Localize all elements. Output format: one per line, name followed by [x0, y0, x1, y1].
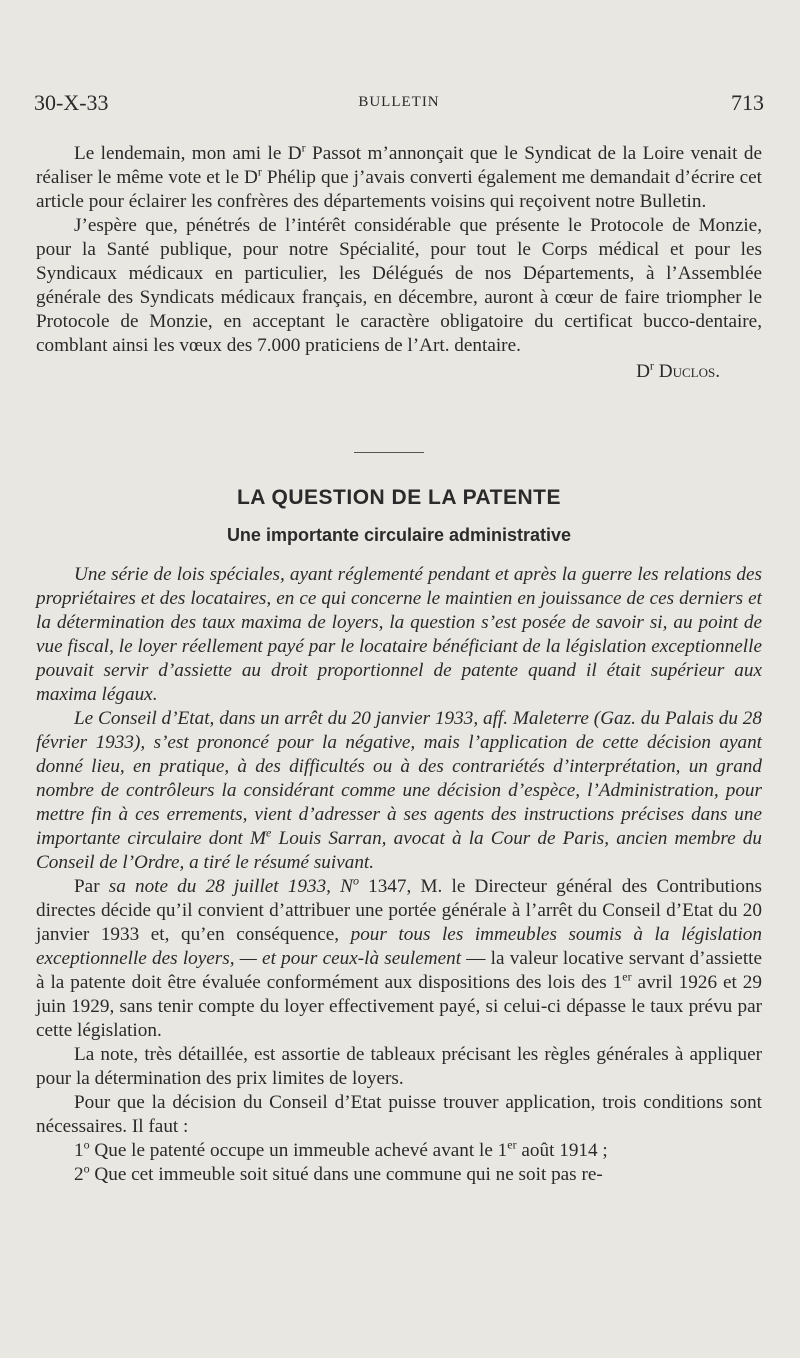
condition-item: 1$^o$ Que le patenté occupe un immeuble achevé avant le 1er août 1914 ; — [74, 1137, 608, 1161]
page-header — [34, 90, 764, 120]
signature: $D^r$ Duclos. — [636, 358, 720, 382]
intro-paragraph: Une série de lois spéciales, ayant réglementé pendant et après la guerre les relations des propriétaires et des locataires, en ce qui concerne le maintien en jouissance de ces derniers et la détermination des taux maxima de loyers, la question s’est posée de savoir si, au point de vue fiscal, le loyer réellement payé par le locataire bénéficiant de la législation exceptionnelle pouvait servir d’assiette au droit proportionnel de patente quand il était supérieur aux maxima légaux. — [36, 564, 762, 705]
condition-item: 2$^o$ Que cet immeuble soit situé dans une commune qui ne soit pas re- — [74, 1161, 603, 1185]
page-number: 713 — [731, 90, 764, 115]
paragraph: La note, très détaillée, est assortie de tableaux précisant les règles générales à appliquer pour la détermination des prix limites de loyers. — [36, 1044, 762, 1089]
article-subtitle: Une importante circulaire administrative — [226, 525, 572, 545]
paragraph: Par sa note du 28 juillet 1933, $N^o$ 1347, M. le Directeur général des Contributions directes décide qu’il convient d’attribuer une portée générale à l’arrêt du Conseil d’Etat du 20 janvier 1933 et, qu’en conséquence, pour tous les immeubles soumis à la législation exceptionnelle des loyers, — et pour ceux-là seulement — la valeur locative servant d’assiette à la patente doit être évaluée conformément aux dispositions des lois des 1er avril 1926 et 29 juin 1929, sans tenir compte du loyer effectivement payé, si celui-ci dépasse le taux prévu par cette législation. — [36, 873, 763, 1041]
section-divider — [354, 452, 424, 453]
running-head: BULLETIN — [358, 94, 440, 110]
top-article-body — [36, 142, 762, 384]
paragraph: Le lendemain, mon ami le $D^r$ Passot m’annonçait que le Syndicat de la Loire venait de réaliser le même vote et le $D^r$ Phélip que j’avais converti également me demandait d’écrire cet article pour éclairer les confrères des départements voisins qui reçoivent notre Bulletin. — [36, 140, 762, 212]
paragraph: Pour que la décision du Conseil d’Etat puisse trouver application, trois conditions sont nécessaires. Il faut : — [36, 1092, 762, 1137]
intro-paragraph: Le Conseil d’Etat, dans un arrêt du 20 janvier 1933, aff. Maleterre (Gaz. du Palais du 28 février 1933), s’est prononcé pour la négative, mais l’application de cette décision ayant donné lieu, en pratique, à des difficultés ou à des contrariétés d’interprétation, un grand nombre de contrôleurs la considérant comme une décision d’espèce, l’Administration, pour mettre fin à ces errements, vient d’adresser à ses agents des instructions précises dans une importante circulaire dont Me Louis Sarran, avocat à la Cour de Paris, ancien membre du Conseil de l’Ordre, a tiré le résumé suivant. — [36, 708, 762, 873]
paragraph: J’espère que, pénétrés de l’intérêt considérable que présente le Protocole de Monzie, pour la Santé publique, pour notre Spécialité, pour tout le Corps médical et pour les Syndicaux médicaux en particulier, les Délégués de nos Départements, à l’Assemblée générale des Syndicats médicaux français, en décembre, auront à cœur de faire triompher le Protocole de Monzie, en acceptant le caractère obligatoire du certificat bucco-dentaire, comblant ainsi les vœux des 7.000 praticiens de l’Art. dentaire. — [36, 215, 762, 356]
issue-date: 30-X-33 — [34, 90, 109, 115]
main-article-body — [36, 563, 762, 1187]
article-title: LA QUESTION DE LA PATENTE — [236, 486, 561, 509]
